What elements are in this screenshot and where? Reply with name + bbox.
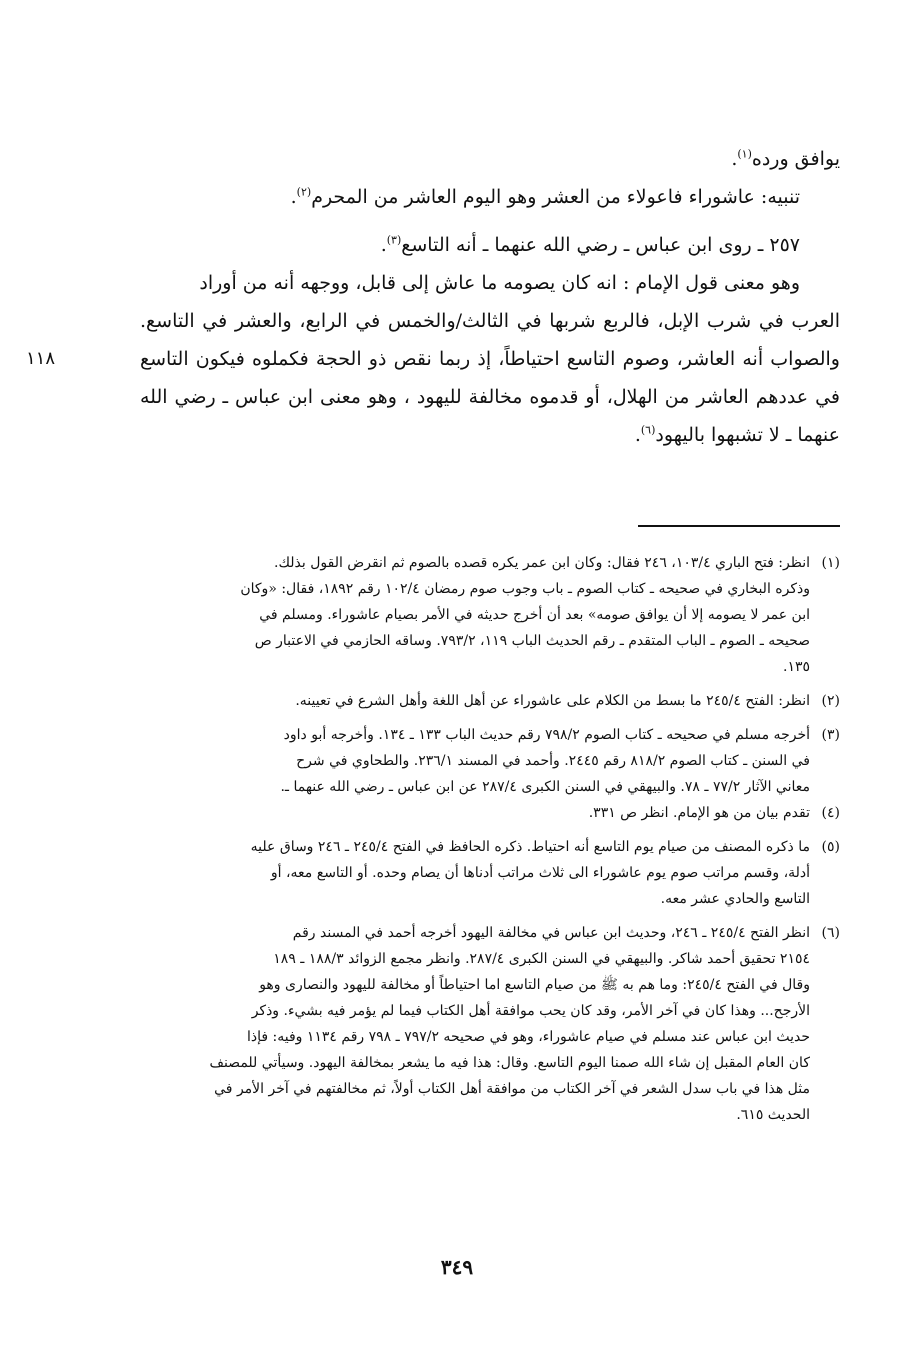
footnote: (٤) تقدم بيان من هو الإمام. انظر ص ٣٣١. — [85, 800, 840, 826]
main-line: في عددهم العاشر من الهلال، أو قدموه مخالفة لليهود ، وهو معنى ابن عباس ـ رضي الله — [140, 386, 840, 408]
footnote: (٣) أخرجه مسلم في صحيحه ـ كتاب الصوم ٧٩٨/٢ رقم حديث الباب ١٣٣ ـ ١٣٤. وأخرجه أبو داود في السنن ـ كتاب الصوم ٨١٨/٢ رقم ٢٤٤٥. وأحمد في المسند ٢٣٦/١. والطحاوي في شرح معاني الآثار ٧٧/٢ ـ ٧٨. والبيهقي في السنن الكبرى ٢٨٧/٤ عن ابن عباس ـ رضي الله عنهما ـ. — [85, 722, 840, 800]
footnote-ref: (٣) — [386, 233, 402, 247]
page-number: ٣٤٩ — [440, 1255, 474, 1279]
footnote-number: (٣) — [821, 727, 840, 743]
main-line: تنبيه: عاشوراء فاعولاء من العشر وهو اليوم العاشر من المحرم$^{(٢)}$. — [290, 185, 800, 208]
footnote-ref: (١) — [737, 147, 752, 161]
footnote: (٢) انظر: الفتح ٢٤٥/٤ ما بسط من الكلام على عاشوراء عن أهل اللغة وأهل الشرع في تعيينه. — [85, 688, 840, 714]
footnote-number: (١) — [821, 555, 840, 571]
footnotes — [85, 550, 840, 1136]
main-line: عنهما ـ لا تشبهوا باليهود$^{(٦)}$. — [634, 423, 840, 446]
footnote-number: (٦) — [821, 925, 840, 941]
footnote-ref: (٦) — [640, 423, 656, 437]
footnote: (٦) انظر الفتح ٢٤٥/٤ ـ ٢٤٦، وحديث ابن عباس في مخالفة اليهود أخرجه أحمد في المسند رقم ٢١٥٤ تحقيق أحمد شاكر. والبيهقي في السنن الكبرى ٢٨٧/٤. وانظر مجمع الزوائد ١٨٨/٣ ـ ١٨٩ وقال في الفتح ٢٤٥/٤: وما هم به ﷺ من صيام التاسع اما احتياطاً أو مخالفة لليهود والنصارى وهو الأرجح... وهذا كان في آخر الأمر، وقد كان يحب موافقة أهل الكتاب فيما لم يؤمر فيه بشيء. وذكر حديث ابن عباس عند مسلم في صيام عاشوراء، وهو في صحيحه ٧٩٧/٢ ـ ٧٩٨ رقم ١١٣٤ وفيه: فإذا كان العام المقبل إن شاء الله صمنا اليوم التاسع. وقال: هذا فيه ما يشعر بمخالفة اليهود. وسيأتي للمصنف مثل هذا في باب سدل الشعر في آخر الكتاب من موافقة أهل الكتاب أولاً، ثم مخالفتهم في آخر الأمر في الحديث ٦١٥. — [85, 920, 840, 1128]
footnote-ref: (٢) — [296, 185, 312, 199]
footnote-number: (٢) — [821, 693, 840, 709]
footnote: (١) انظر: فتح الباري ١٠٣/٤، ٢٤٦ فقال: وكان ابن عمر يكره قصده بالصوم ثم انقرض القول بذلك. وذكره البخاري في صحيحه ـ كتاب الصوم ـ باب وجوب صوم رمضان ١٠٢/٤ رقم ١٨٩٢، فقال: «وكان ابن عمر لا يصومه إلا أن يوافق صومه» بعد أن أخرج حديثه في الأمر بصيام عاشوراء. ومسلم في صحيحه ـ الصوم ـ الباب المتقدم ـ رقم الحديث الباب ١١٩، ٧٩٣/٢. وساقه الحازمي في الاعتبار ص ١٣٥. — [85, 550, 840, 680]
main-line: يوافق ورده$^{(١)}$. — [731, 147, 840, 170]
main-line: وهو معنى قول الإمام : انه كان يصومه ما عاش إلى قابل، ووجهه أنه من أوراد — [199, 272, 800, 294]
footnote-number: (٤) — [821, 805, 840, 821]
main-text — [140, 140, 840, 454]
footnote-number: (٥) — [821, 839, 840, 855]
footnote: (٥) ما ذكره المصنف من صيام يوم التاسع أنه احتياط. ذكره الحافظ في الفتح ٢٤٥/٤ ـ ٢٤٦ وساق عليه أدلة، وقسم مراتب صوم يوم عاشوراء الى ثلاث مراتب أدناها أن يصام وحده. أو التاسع معه، أو التاسع والحادي عشر معه. — [85, 834, 840, 912]
footnote-divider — [638, 525, 840, 527]
main-line: ٢٥٧ ـ روى ابن عباس ـ رضي الله عنهما ـ أنه التاسع$^{(٣)}$. — [380, 233, 800, 256]
main-line: العرب في شرب الإبل، فالربع شربها في الثالث/والخمس في الرابع، والعشر في التاسع. — [140, 310, 840, 332]
main-line: والصواب أنه العاشر، وصوم التاسع احتياطاً، إذ ربما نقص ذو الحجة فكملوه فيكون التاسع — [140, 348, 840, 370]
margin-page-number: ١١٨ — [26, 348, 56, 369]
